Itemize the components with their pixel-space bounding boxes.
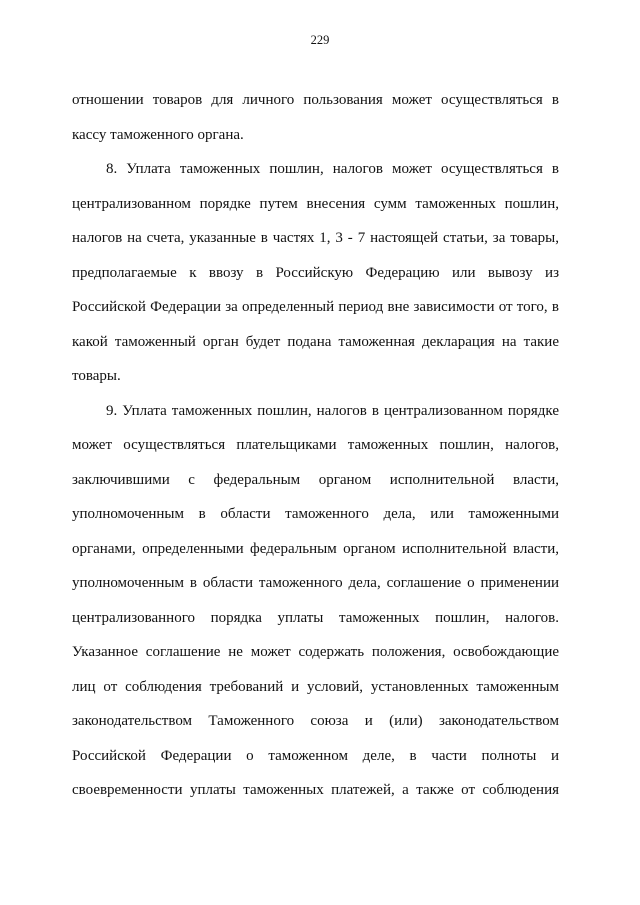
paragraph-3-line-5: органами, определенными федеральным органом исполнительной власти,: [72, 541, 559, 557]
paragraph-3-line-7: централизованного порядка уплаты таможенных пошлин, налогов.: [72, 610, 559, 626]
paragraph-2-line-6: какой таможенный орган будет подана таможенная декларация на такие: [72, 334, 559, 350]
paragraph-3-line-3: заключившими с федеральным органом исполнительной власти,: [72, 472, 559, 488]
paragraph-2-line-3: налогов на счета, указанные в частях 1, 3 - 7 настоящей статьи, за товары,: [72, 230, 559, 246]
paragraph-3-line-4: уполномоченным в области таможенного дела, или таможенными: [72, 506, 559, 522]
paragraph-3-line-9: лиц от соблюдения требований и условий, установленных таможенным: [72, 679, 559, 695]
paragraph-1-line-2: кассу таможенного органа.: [72, 127, 244, 143]
paragraph-3-line-1: 9. Уплата таможенных пошлин, налогов в централизованном порядке: [106, 403, 559, 419]
paragraph-2-line-5: Российской Федерации за определенный период вне зависимости от того, в: [72, 299, 559, 315]
paragraph-2-line-4: предполагаемые к ввозу в Российскую Федерацию или вывозу из: [72, 265, 559, 281]
paragraph-3-line-11: Российской Федерации о таможенном деле, в части полноты и: [72, 748, 559, 764]
paragraph-3-line-8: Указанное соглашение не может содержать положения, освобождающие: [72, 644, 559, 660]
paragraph-2-line-7: товары.: [72, 368, 121, 384]
paragraph-2-line-2: централизованном порядке путем внесения сумм таможенных пошлин,: [72, 196, 559, 212]
paragraph-3-line-10: законодательством Таможенного союза и (или) законодательством: [72, 713, 559, 729]
paragraph-3-line-6: уполномоченным в области таможенного дела, соглашение о применении: [72, 575, 559, 591]
paragraph-3-line-2: может осуществляться плательщиками таможенных пошлин, налогов,: [72, 437, 559, 453]
paragraph-2-line-1: 8. Уплата таможенных пошлин, налогов может осуществляться в: [106, 161, 559, 177]
paragraph-1-line-1: отношении товаров для личного пользования может осуществляться в: [72, 92, 559, 108]
page-number: 229: [310, 33, 330, 47]
paragraph-3-line-12: своевременности уплаты таможенных платежей, а также от соблюдения: [72, 782, 559, 798]
